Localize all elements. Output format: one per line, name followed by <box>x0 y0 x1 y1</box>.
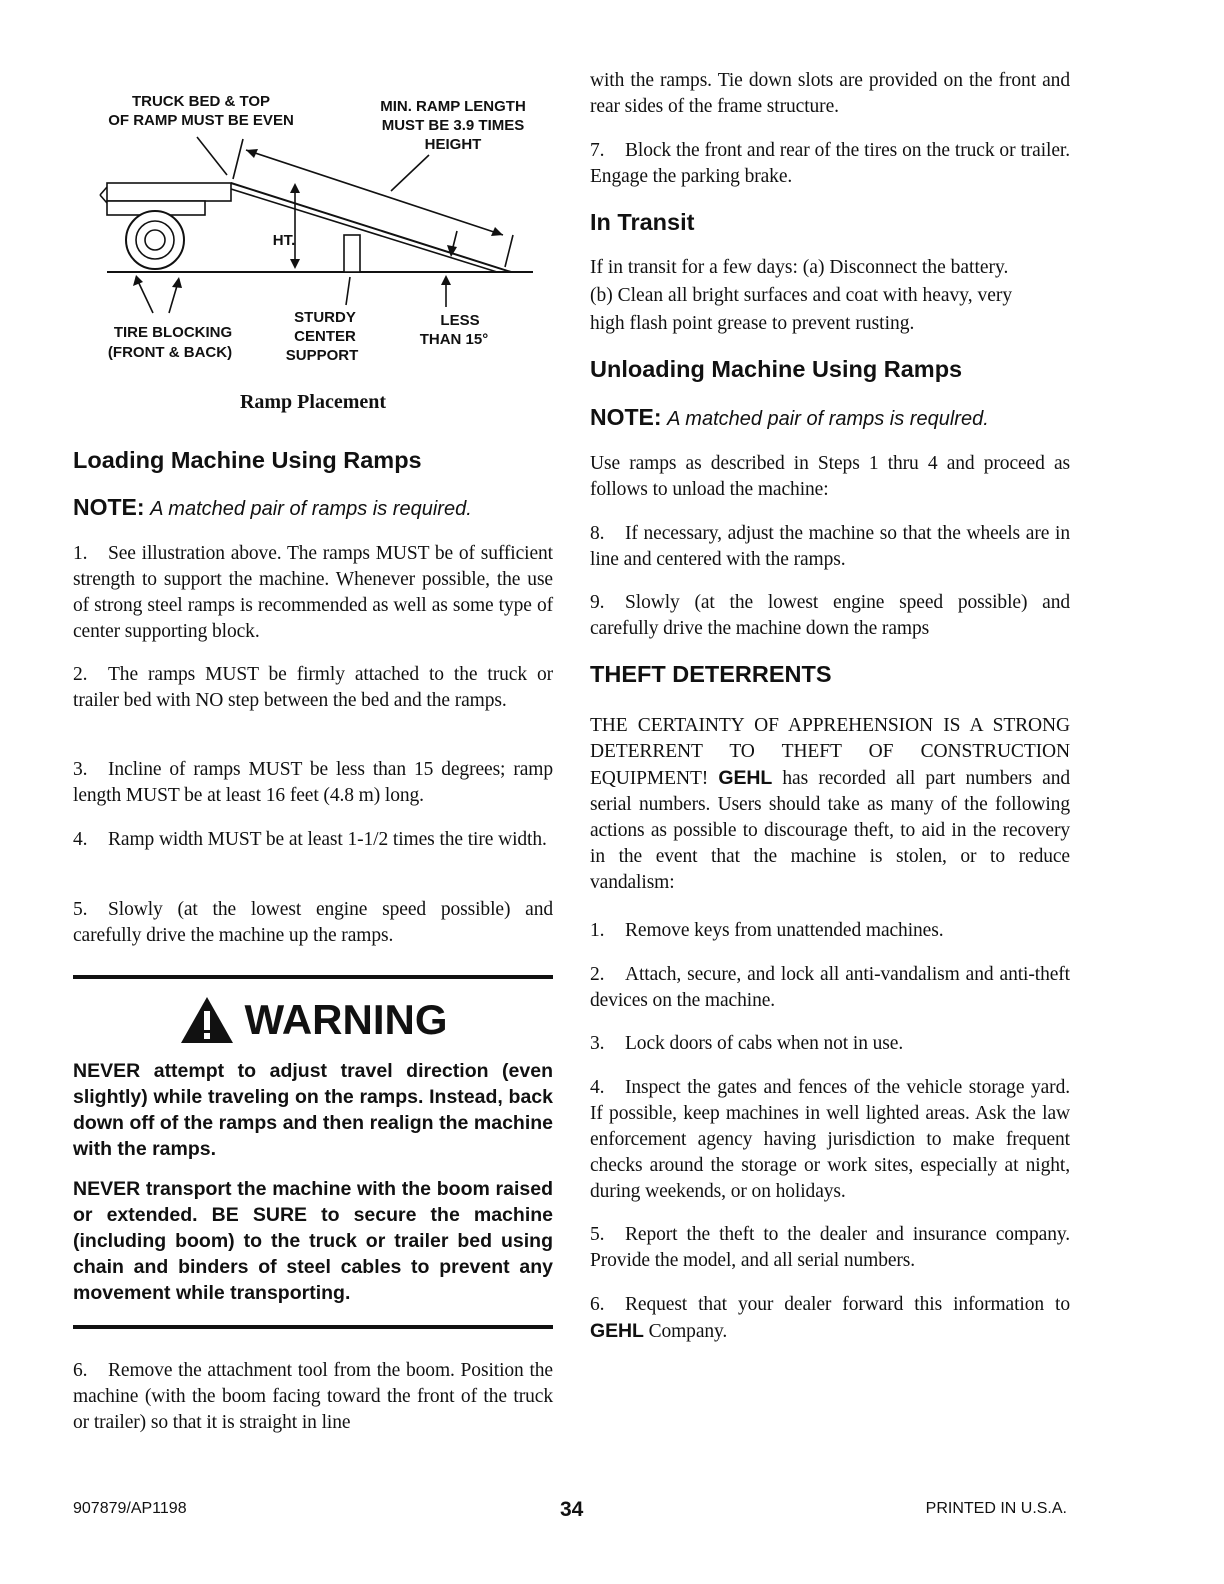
brand-name: GEHL <box>590 1320 644 1342</box>
load-step-1 <box>73 541 553 645</box>
warning-box <box>73 975 553 1329</box>
theft-intro-text-cont: has recorded all part numbers and serial numbers. Users should take as many of the following actions as possible to discourage theft, to aid in the recovery in the event that the machine is stolen, or to reduce vandalism: <box>590 768 1071 893</box>
warning-title: WARNING <box>244 996 448 1043</box>
step-text: Lock doors of cabs when not in use. <box>625 1033 904 1054</box>
step-number: 6. <box>590 1294 605 1315</box>
ramp-placement-diagram <box>73 85 553 375</box>
step-text-end: Company. <box>648 1321 728 1342</box>
step-number: 8. <box>590 523 605 544</box>
figure-caption: Ramp Placement <box>239 391 387 413</box>
step-number: 3. <box>73 759 88 780</box>
step-6-continued: with the ramps. Tie down slots are provided on the front and rear sides of the frame structure. <box>590 70 1070 117</box>
label-minramp-2: MUST BE 3.9 TIMES <box>381 117 525 134</box>
label-tire-1: TIRE BLOCKING <box>113 324 233 341</box>
theft-step-6 <box>590 1292 1070 1345</box>
load-step-7 <box>590 138 1070 190</box>
warning-paragraph-1: NEVER attempt to adjust travel direction (even slightly) while traveling on the ramps. Instead, back down off of the ramps and then realign the machine with the ramps. <box>73 1060 553 1160</box>
label-minramp-3: HEIGHT <box>424 136 482 153</box>
transit-line: high flash point grease to prevent rusting. <box>590 313 915 334</box>
step-text: Inspect the gates and fences of the vehicle storage yard. If possible, keep machines in well lighted areas. Ask the law enforcement agency having jurisdiction to make frequent checks around the storage or work sites, especially at night, during weekends, or on holidays. <box>590 1077 1070 1202</box>
heading-unloading: Unloading Machine Using Ramps <box>590 356 963 382</box>
theft-step-1 <box>590 918 1070 944</box>
load-step-6 <box>73 1358 553 1436</box>
label-minramp-1: MIN. RAMP LENGTH <box>380 98 526 115</box>
label-support-1: STURDY <box>294 309 356 326</box>
step-text: See illustration above. The ramps MUST be of sufficient strength to support the machine. Whenever possible, the use of strong steel ramps is recommended as well as some type of center supporting block. <box>73 543 553 642</box>
step-text: Block the front and rear of the tires on the truck or trailer. Engage the parking brake. <box>590 140 1070 187</box>
label-support-3: SUPPORT <box>285 347 359 364</box>
step-number: 2. <box>73 664 88 685</box>
label-ht: HT. <box>272 232 296 249</box>
step-text: Remove keys from unattended machines. <box>625 920 944 941</box>
unload-intro: Use ramps as described in Steps 1 thru 4 and proceed as follows to unload the machine: <box>590 453 1070 500</box>
label-truckbed-2: OF RAMP MUST BE EVEN <box>108 112 294 129</box>
label-less-1: LESS <box>440 312 480 329</box>
step-text: Slowly (at the lowest engine speed possible) and carefully drive the machine up the ramps. <box>73 899 553 946</box>
step-number: 7. <box>590 140 605 161</box>
step-text: Ramp width MUST be at least 1-1/2 times the tire width. <box>108 829 547 850</box>
note-label: NOTE: <box>73 494 145 520</box>
step-number: 2. <box>590 964 605 985</box>
unload-step-9 <box>590 590 1070 642</box>
label-less-2: THAN 15° <box>419 331 489 348</box>
label-support-2: CENTER <box>294 328 356 345</box>
theft-step-3 <box>590 1031 1070 1057</box>
step-number: 6. <box>73 1360 88 1381</box>
label-tire-2: (FRONT & BACK) <box>107 344 233 361</box>
footer-printed: PRINTED IN U.S.A. <box>925 1500 1067 1517</box>
heading-loading: Loading Machine Using Ramps <box>73 447 422 473</box>
load-step-5 <box>73 897 553 949</box>
warning-header <box>73 995 553 1045</box>
theft-step-4 <box>590 1075 1070 1205</box>
note-label: NOTE: <box>590 404 662 430</box>
step-text: Remove the attachment tool from the boom. Position the machine (with the boom facing toward the front of the truck or trailer) so that it is straight in line <box>73 1360 553 1433</box>
warning-triangle-icon <box>179 995 235 1045</box>
note-loading <box>73 493 553 523</box>
note-unloading <box>590 403 1070 433</box>
load-step-4 <box>73 827 553 853</box>
step-number: 1. <box>590 920 605 941</box>
step-text: The ramps MUST be firmly attached to the truck or trailer bed with NO step between the bed and the ramps. <box>73 664 553 711</box>
step-number: 3. <box>590 1033 605 1054</box>
step-text: Slowly (at the lowest engine speed possible) and carefully drive the machine down the ramps <box>590 592 1070 639</box>
note-text: A matched pair of ramps is requlred. <box>667 408 989 430</box>
load-step-3 <box>73 757 553 809</box>
step-number: 9. <box>590 592 605 613</box>
heading-theft-deterrents: THEFT DETERRENTS <box>590 661 832 687</box>
footer-doc-number: 907879/AP1198 <box>73 1500 187 1517</box>
label-truckbed-1: TRUCK BED & TOP <box>131 93 271 110</box>
step-number: 5. <box>73 899 88 920</box>
brand-name: GEHL <box>718 767 773 789</box>
step-text: Attach, secure, and lock all anti-vandalism and anti-theft devices on the machine. <box>590 964 1070 1011</box>
step-text: Report the theft to the dealer and insurance company. Provide the model, and all serial numbers. <box>590 1224 1070 1271</box>
theft-step-2 <box>590 962 1070 1014</box>
theft-intro <box>590 713 1070 896</box>
step-text: Request that your dealer forward this information to <box>625 1294 1070 1315</box>
transit-paragraph <box>590 254 1070 338</box>
unload-step-8 <box>590 521 1070 573</box>
warning-paragraph-2: NEVER transport the machine with the boom raised or extended. BE SURE to secure the machine (including boom) to the truck or trailer bed using chain and binders of steel cables to prevent any movement while transporting. <box>73 1178 553 1304</box>
step-number: 1. <box>73 543 88 564</box>
step-number: 5. <box>590 1224 605 1245</box>
note-text: A matched pair of ramps is required. <box>150 498 472 520</box>
step-text: If necessary, adjust the machine so that the wheels are in line and centered with the ramps. <box>590 523 1070 570</box>
theft-intro-text: THE CERTAINTY OF APPREHENSION IS A STRONG DETERRENT TO THEFT OF CONSTRUCTION EQUIPMENT! <box>590 715 1070 789</box>
step-number: 4. <box>590 1077 605 1098</box>
step-number: 4. <box>73 829 88 850</box>
heading-in-transit: In Transit <box>590 209 695 235</box>
transit-line: (b) Clean all bright surfaces and coat with heavy, very <box>590 285 1013 306</box>
theft-step-5 <box>590 1222 1070 1274</box>
load-step-2 <box>73 662 553 714</box>
step-text: Incline of ramps MUST be less than 15 degrees; ramp length MUST be at least 16 feet (4.8 m) long. <box>73 759 553 806</box>
footer-page-number: 34 <box>560 1498 584 1521</box>
transit-line: If in transit for a few days: (a) Disconnect the battery. <box>590 257 1009 278</box>
